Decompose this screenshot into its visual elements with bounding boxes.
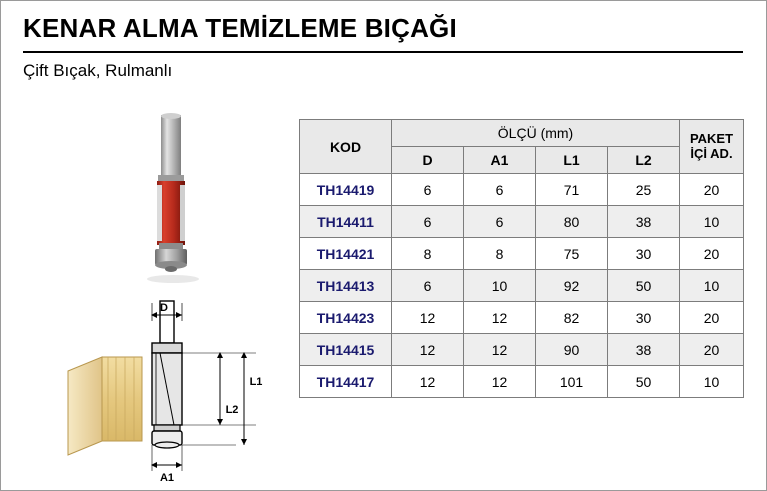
cell-paket: 10 — [680, 270, 744, 302]
technical-diagram — [56, 291, 296, 486]
header-olcu: ÖLÇÜ (mm) — [392, 120, 680, 147]
table-body — [300, 174, 744, 398]
cell-kod: TH14411 — [300, 206, 392, 238]
table-header-row-top — [300, 120, 744, 147]
header-l2: L2 — [608, 147, 680, 174]
cell-l1: 90 — [536, 334, 608, 366]
cell-l1: 71 — [536, 174, 608, 206]
cell-a1: 12 — [464, 334, 536, 366]
header-a1: A1 — [464, 147, 536, 174]
diagram-label-a1: A1 — [159, 472, 175, 484]
cell-d: 6 — [392, 206, 464, 238]
cell-paket: 20 — [680, 238, 744, 270]
cell-d: 12 — [392, 302, 464, 334]
table-row — [300, 366, 744, 398]
cell-d: 8 — [392, 238, 464, 270]
table-row — [300, 174, 744, 206]
cell-d: 12 — [392, 334, 464, 366]
cell-l1: 82 — [536, 302, 608, 334]
cell-a1: 6 — [464, 206, 536, 238]
cell-a1: 6 — [464, 174, 536, 206]
cell-d: 12 — [392, 366, 464, 398]
header-paket — [680, 120, 744, 174]
table-row — [300, 206, 744, 238]
cell-l2: 50 — [608, 270, 680, 302]
header-d: D — [392, 147, 464, 174]
cell-l1: 92 — [536, 270, 608, 302]
cell-a1: 8 — [464, 238, 536, 270]
specification-table — [299, 119, 743, 398]
header-paket-line2: İÇİ AD. — [690, 145, 733, 161]
cell-d: 6 — [392, 270, 464, 302]
cell-kod: TH14417 — [300, 366, 392, 398]
cell-l2: 30 — [608, 302, 680, 334]
cell-l1: 75 — [536, 238, 608, 270]
table-trailing-column — [743, 119, 765, 398]
cell-paket: 20 — [680, 334, 744, 366]
product-photo — [121, 109, 261, 299]
cell-kod: TH14419 — [300, 174, 392, 206]
header-l1: L1 — [536, 147, 608, 174]
table-row — [300, 238, 744, 270]
cell-a1: 12 — [464, 302, 536, 334]
cell-kod: TH14423 — [300, 302, 392, 334]
cell-kod: TH14413 — [300, 270, 392, 302]
cell-l1: 101 — [536, 366, 608, 398]
cell-a1: 10 — [464, 270, 536, 302]
cell-kod: TH14421 — [300, 238, 392, 270]
cell-d: 6 — [392, 174, 464, 206]
cell-a1: 12 — [464, 366, 536, 398]
cell-paket: 20 — [680, 174, 744, 206]
header — [1, 1, 766, 48]
cell-l2: 30 — [608, 238, 680, 270]
cell-paket: 20 — [680, 302, 744, 334]
diagram-label-l2: L2 — [225, 404, 239, 416]
table-row — [300, 334, 744, 366]
cell-l1: 80 — [536, 206, 608, 238]
table-row — [300, 302, 744, 334]
cell-paket: 10 — [680, 206, 744, 238]
cell-l2: 38 — [608, 206, 680, 238]
cell-l2: 25 — [608, 174, 680, 206]
diagram-label-l1: L1 — [249, 376, 263, 388]
page-title: KENAR ALMA TEMİZLEME BIÇAĞI — [23, 13, 457, 43]
table-row — [300, 270, 744, 302]
header-paket-line1: PAKET — [689, 131, 734, 147]
diagram-label-d: D — [160, 302, 168, 314]
cell-paket: 10 — [680, 366, 744, 398]
cell-kod: TH14415 — [300, 334, 392, 366]
title-divider — [23, 51, 743, 53]
page-subtitle: Çift Bıçak, Rulmanlı — [23, 61, 173, 80]
header-kod: KOD — [300, 120, 392, 174]
cell-l2: 38 — [608, 334, 680, 366]
cell-l2: 50 — [608, 366, 680, 398]
